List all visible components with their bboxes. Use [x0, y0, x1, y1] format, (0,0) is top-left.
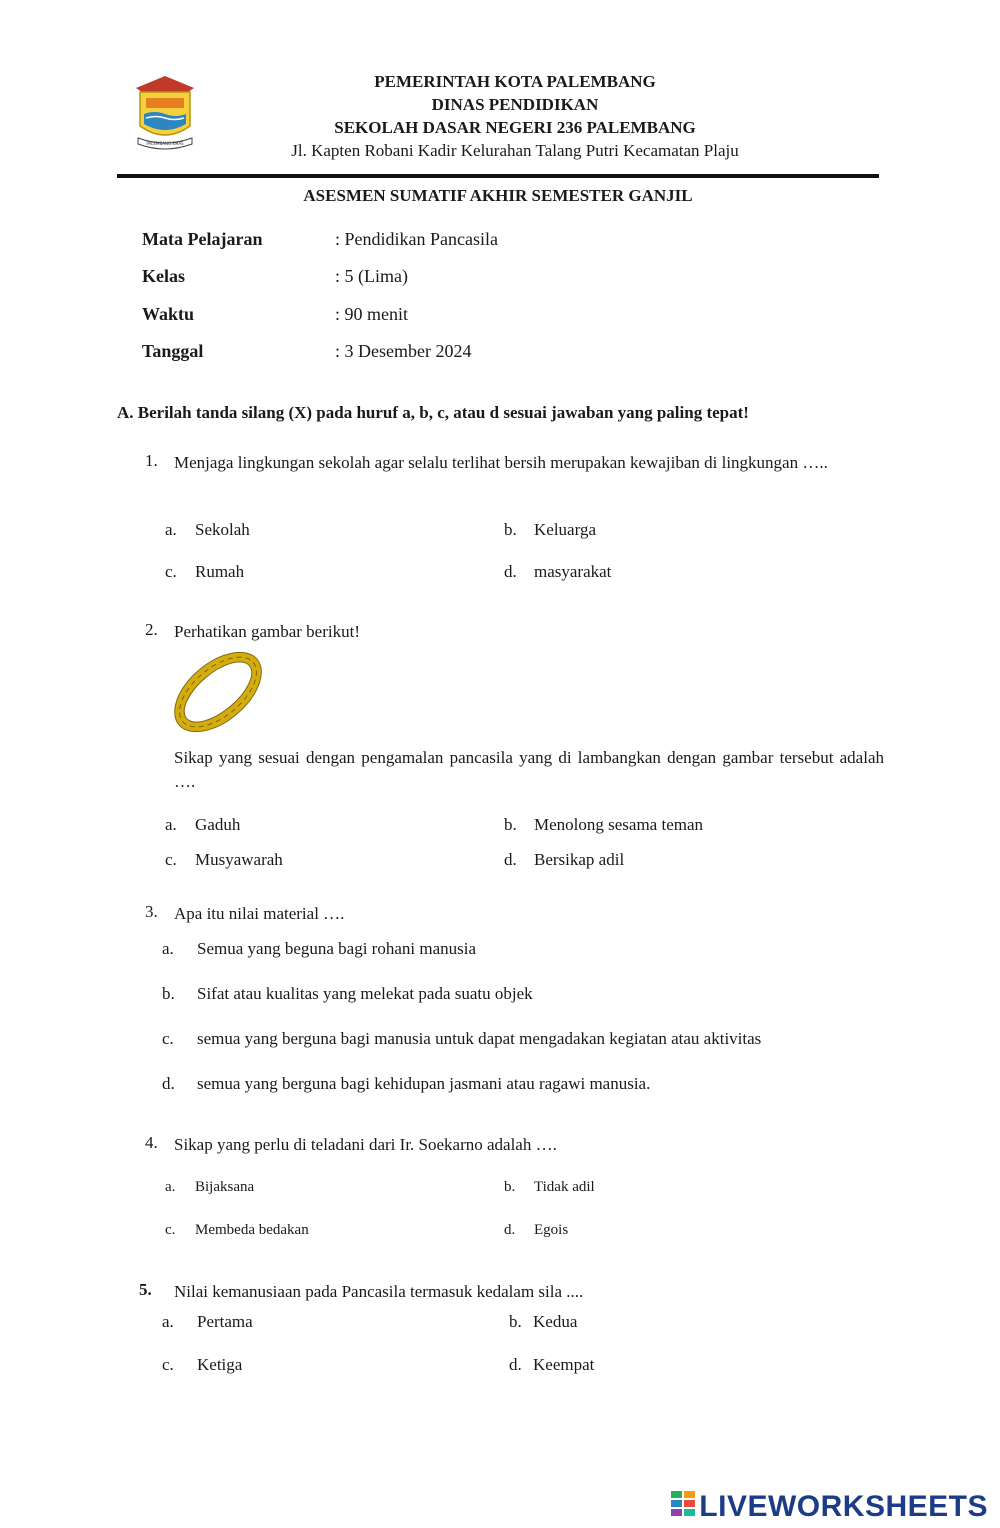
option-letter: a. [162, 939, 174, 958]
header-line-1: PEMERINTAH KOTA PALEMBANG [374, 72, 656, 91]
info-label-date: Tanggal [142, 341, 204, 361]
q4-option-a[interactable] [165, 1179, 254, 1196]
info-label-time: Waktu [142, 304, 195, 324]
question-5-text: Nilai kemanusiaan pada Pancasila termasuk kedalam sila .... [174, 1282, 584, 1301]
option-letter: b. [162, 984, 175, 1003]
option-letter: c. [165, 1222, 176, 1238]
q1-option-c[interactable] [165, 562, 244, 582]
q2-option-d[interactable] [504, 850, 624, 870]
option-letter: b. [504, 520, 517, 539]
question-2-number: 2. [145, 620, 158, 639]
palembang-crest-icon [132, 74, 198, 154]
q5-option-a[interactable] [162, 1312, 253, 1332]
option-letter: c. [165, 850, 177, 869]
option-text: Keempat [533, 1355, 595, 1374]
question-2-text: Perhatikan gambar berikut! [174, 622, 360, 641]
option-letter: c. [162, 1355, 174, 1374]
q5-option-c[interactable] [162, 1355, 242, 1375]
option-text: Gaduh [195, 815, 241, 834]
q2-option-b[interactable] [504, 815, 703, 835]
q5-option-d[interactable] [509, 1355, 594, 1375]
option-letter: c. [165, 562, 177, 581]
option-text: semua yang berguna bagi kehidupan jasmani atau ragawi manusia. [197, 1074, 651, 1093]
school-logo [132, 74, 198, 154]
question-4-text: Sikap yang perlu di teladani dari Ir. Soekarno adalah …. [174, 1135, 557, 1154]
q2-option-a[interactable] [165, 815, 240, 835]
option-text: Keluarga [534, 520, 596, 539]
header-divider [117, 174, 879, 178]
info-value-class: : 5 (Lima) [335, 266, 408, 286]
page-title: ASESMEN SUMATIF AKHIR SEMESTER GANJIL [303, 186, 693, 205]
option-text: Sifat atau kualitas yang melekat pada suatu objek [197, 984, 533, 1003]
option-letter: a. [165, 815, 177, 834]
q3-option-d[interactable] [162, 1074, 650, 1094]
question-2-text-2: Sikap yang sesuai dengan pengamalan pancasila yang di lambangkan dengan gambar tersebut adalah …. [174, 748, 884, 791]
header-address: Jl. Kapten Robani Kadir Kelurahan Talang Putri Kecamatan Plaju [291, 141, 739, 160]
info-label-subject: Mata Pelajaran [142, 229, 263, 249]
option-letter: b. [504, 1179, 516, 1195]
info-value-subject: : Pendidikan Pancasila [335, 229, 498, 249]
option-text: Egois [534, 1222, 569, 1238]
option-letter: a. [162, 1312, 174, 1331]
section-a-instruction: A. Berilah tanda silang (X) pada huruf a, b, c, atau d sesuai jawaban yang paling tepat! [117, 403, 749, 422]
option-text: Menolong sesama teman [534, 815, 704, 834]
info-value-time: : 90 menit [335, 304, 408, 324]
option-letter: a. [165, 520, 177, 539]
q4-option-d[interactable] [504, 1222, 568, 1239]
question-3-number: 3. [145, 902, 158, 921]
header-line-3: SEKOLAH DASAR NEGERI 236 PALEMBANG [334, 118, 696, 137]
option-letter: b. [509, 1312, 522, 1331]
q3-option-c[interactable] [162, 1029, 761, 1049]
info-value-date: : 3 Desember 2024 [335, 341, 472, 361]
q3-option-a[interactable] [162, 939, 476, 959]
option-letter: d. [162, 1074, 175, 1093]
option-text: Rumah [195, 562, 245, 581]
option-letter: c. [162, 1029, 174, 1048]
watermark-text: LIVEWORKSHEETS [699, 1490, 988, 1523]
gold-chain-image [170, 642, 266, 742]
logo-banner-text: PALEMBANG EMAS [146, 141, 184, 146]
option-text: Musyawarah [195, 850, 283, 869]
info-label-class: Kelas [142, 266, 185, 286]
option-text: Semua yang beguna bagi rohani manusia [197, 939, 477, 958]
option-letter: b. [504, 815, 517, 834]
option-letter: d. [509, 1355, 522, 1374]
q4-option-c[interactable] [165, 1222, 309, 1239]
option-text: Ketiga [197, 1355, 243, 1374]
option-text: Tidak adil [534, 1179, 595, 1195]
option-text: Pertama [197, 1312, 253, 1331]
option-letter: a. [165, 1179, 176, 1195]
option-text: Sekolah [195, 520, 250, 539]
q2-option-c[interactable] [165, 850, 283, 870]
q4-option-b[interactable] [504, 1179, 595, 1196]
option-text: Bersikap adil [534, 850, 625, 869]
option-text: Bijaksana [195, 1179, 255, 1195]
gold-chain-icon [170, 642, 266, 742]
q1-option-b[interactable] [504, 520, 596, 540]
liveworksheets-logo-icon [671, 1491, 695, 1525]
option-text: Membeda bedakan [195, 1222, 309, 1238]
option-text: Kedua [533, 1312, 578, 1331]
q3-option-b[interactable] [162, 984, 533, 1004]
option-text: masyarakat [534, 562, 612, 581]
header-line-2: DINAS PENDIDIKAN [431, 95, 599, 114]
q1-option-a[interactable] [165, 520, 250, 540]
liveworksheets-watermark[interactable] [671, 1490, 988, 1525]
question-1-text: Menjaga lingkungan sekolah agar selalu terlihat bersih merupakan kewajiban di lingkungan ….. [174, 453, 828, 472]
question-5-number: 5. [139, 1280, 152, 1299]
question-4-number: 4. [145, 1133, 158, 1152]
option-letter: d. [504, 1222, 516, 1238]
option-letter: d. [504, 562, 517, 581]
q5-option-b[interactable] [509, 1312, 577, 1332]
option-letter: d. [504, 850, 517, 869]
option-text: semua yang berguna bagi manusia untuk dapat mengadakan kegiatan atau aktivitas [197, 1029, 762, 1048]
question-1-number: 1. [145, 451, 158, 470]
q1-option-d[interactable] [504, 562, 611, 582]
question-3-text: Apa itu nilai material …. [174, 904, 345, 923]
